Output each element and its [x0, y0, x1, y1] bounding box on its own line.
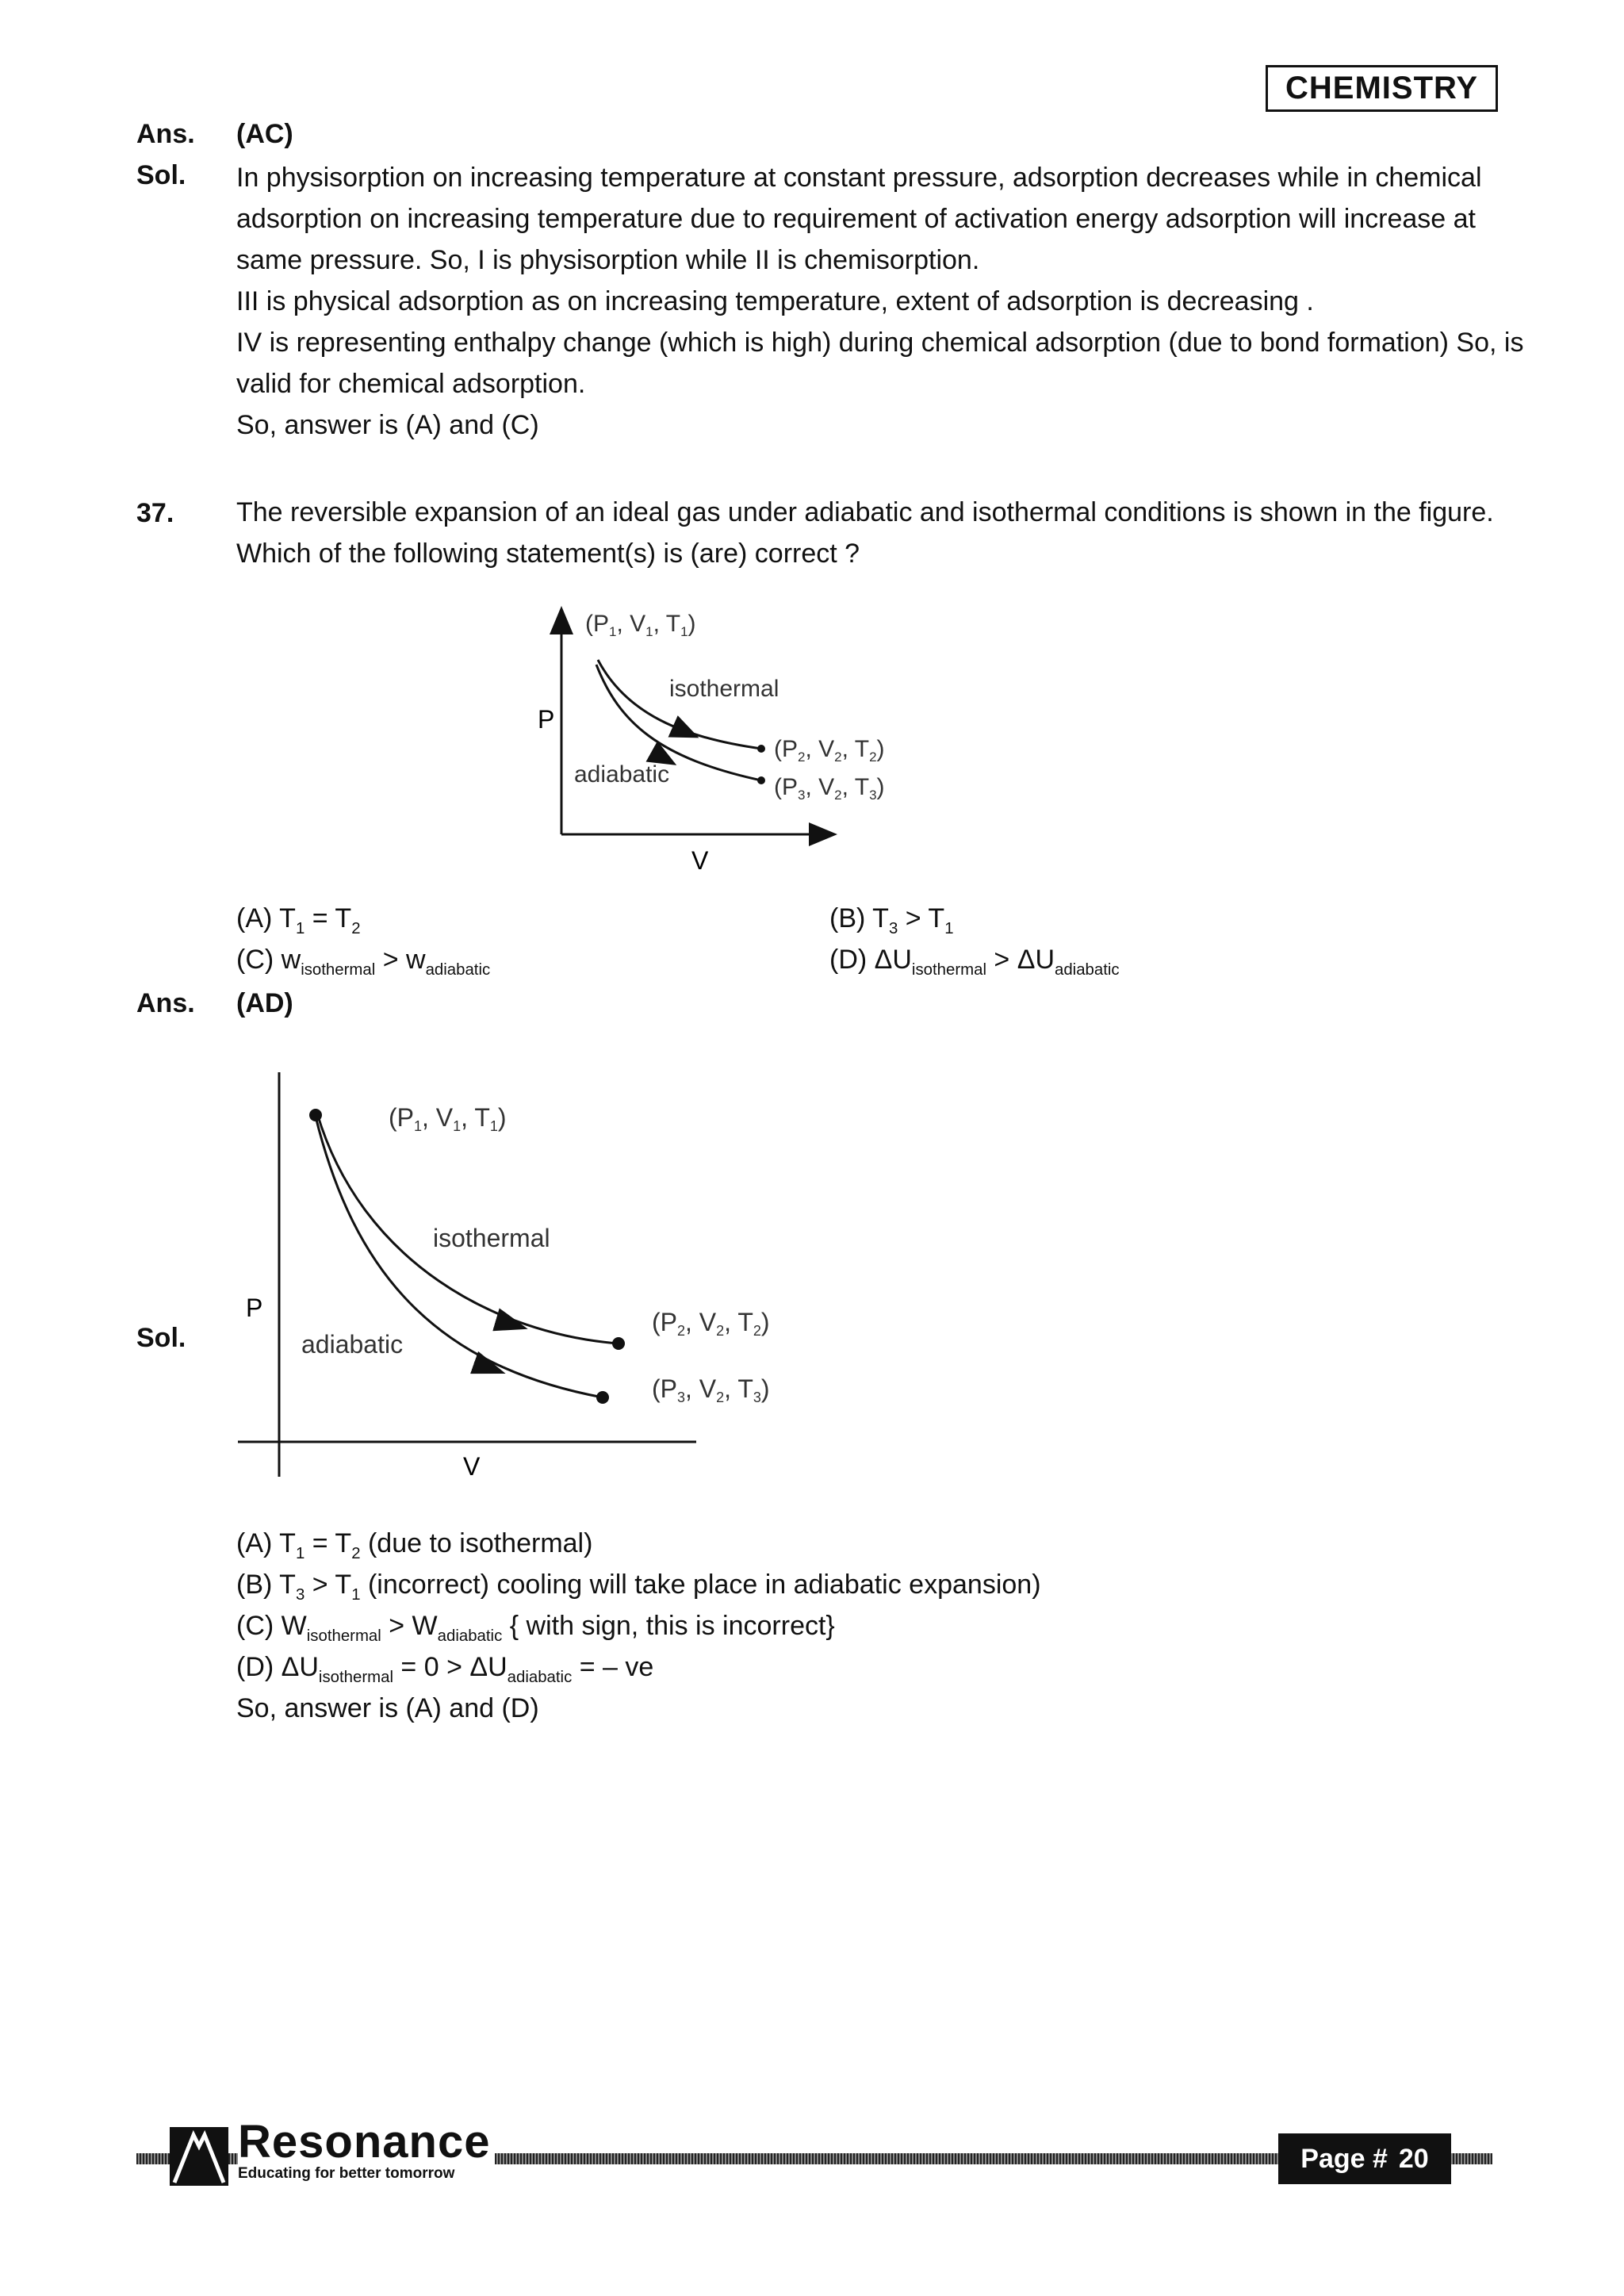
y-axis-label: P: [538, 705, 555, 734]
sol36-line: IV is representing enthalpy change (which is high) during chemical adsorption (due to bond formation) So, is: [236, 328, 1524, 358]
point-2-label: ($P_2$, $V_2$, $T_2$): [774, 736, 885, 765]
page-number-box: [1278, 2133, 1451, 2184]
x-axis-label: V: [691, 846, 709, 875]
page-label: Page #: [1300, 2143, 1388, 2174]
point-2-dot: [757, 745, 765, 753]
brand-tagline: Educating for better tomorrow: [238, 2165, 455, 2182]
option-c: (C) $w_{isothermal} > w_{adiabatic}$: [236, 945, 491, 979]
option-d: (D) $\Delta U_{isothermal} > \Delta U_{adiabatic}$: [829, 945, 1120, 979]
sol-label-36: Sol.: [136, 160, 186, 190]
sol-point-2-dot: [612, 1337, 625, 1350]
point-3-dot: [757, 776, 765, 784]
answer-37: (AD): [236, 988, 293, 1018]
sol-x-axis-label: V: [463, 1452, 481, 1481]
question-number-37: 37.: [136, 498, 174, 528]
sol-point-3-dot: [596, 1391, 609, 1404]
isothermal-label: isothermal: [669, 676, 779, 702]
sol36-line: III is physical adsorption as on increasing temperature, extent of adsorption is decreasing .: [236, 286, 1314, 316]
point-1-label: ($P_1$, $V_1$, $T_1$): [585, 611, 696, 639]
brand-name: Resonance: [238, 2116, 491, 2168]
sol36-line: same pressure. So, I is physisorption while II is chemisorption.: [236, 245, 980, 275]
sol36-line: So, answer is (A) and (C): [236, 410, 539, 440]
option-b: (B) $T_3 > T_1$: [829, 903, 954, 937]
point-3-label: ($P_3$, $V_2$, $T_3$): [774, 774, 885, 803]
sol-adiabatic-label: adiabatic: [301, 1330, 404, 1359]
sol-point-1-label: (P1, V1, T1): [389, 1103, 507, 1134]
question-line: The reversible expansion of an ideal gas under adiabatic and isothermal conditions is shown in the figure.: [236, 497, 1494, 527]
sol-point-2-label: (P2, V2, T2): [652, 1308, 770, 1339]
sol37-line-a: (A) $T_1 = T_2$ (due to isothermal): [236, 1528, 593, 1562]
ans-label-36: Ans.: [136, 119, 195, 149]
sol36-line: valid for chemical adsorption.: [236, 369, 586, 399]
resonance-logo-icon: [170, 2127, 228, 2186]
question-line: Which of the following statement(s) is (are) correct ?: [236, 539, 860, 569]
ans-label-37: Ans.: [136, 988, 195, 1018]
sol37-line-d: (D) $\Delta U_{isothermal} = 0 > \Delta U_{adiabatic}$ = – ve: [236, 1652, 654, 1686]
footer-brand: [238, 2116, 495, 2183]
sol-isothermal-label: isothermal: [433, 1224, 550, 1252]
question-37: [236, 492, 1494, 574]
figure-solution-graph: [235, 1072, 806, 1485]
sol-label-37: Sol.: [136, 1323, 186, 1353]
solution-37: [236, 1523, 1041, 1729]
page-number: 20: [1398, 2143, 1429, 2174]
sol37-line-b: (B) $T_3 > T_1$ (incorrect) cooling will take place in adiabatic expansion): [236, 1570, 1041, 1604]
sol-point-3-label: (P3, V2, T3): [652, 1374, 770, 1405]
subject-box: [1266, 65, 1498, 112]
sol36-line: In physisorption on increasing temperature at constant pressure, adsorption decreases while in chemical: [236, 163, 1482, 193]
solution-36: [236, 157, 1523, 446]
answer-36: (AC): [236, 119, 293, 149]
sol37-final: So, answer is (A) and (D): [236, 1693, 539, 1723]
figure-question-graph: [523, 595, 888, 888]
sol37-line-c: (C) $W_{isothermal} > W_{adiabatic}$ { with sign, this is incorrect}: [236, 1611, 835, 1645]
option-a: (A) $T_1 = T_2$: [236, 903, 361, 937]
sol-point-1-dot: [309, 1109, 322, 1121]
adiabatic-label: adiabatic: [574, 761, 670, 788]
subject-label: CHEMISTRY: [1285, 71, 1479, 105]
isothermal-curve: [598, 660, 761, 749]
sol36-line: adsorption on increasing temperature due to requirement of activation energy adsorption will increase at: [236, 204, 1477, 234]
sol-y-axis-label: P: [246, 1294, 263, 1322]
